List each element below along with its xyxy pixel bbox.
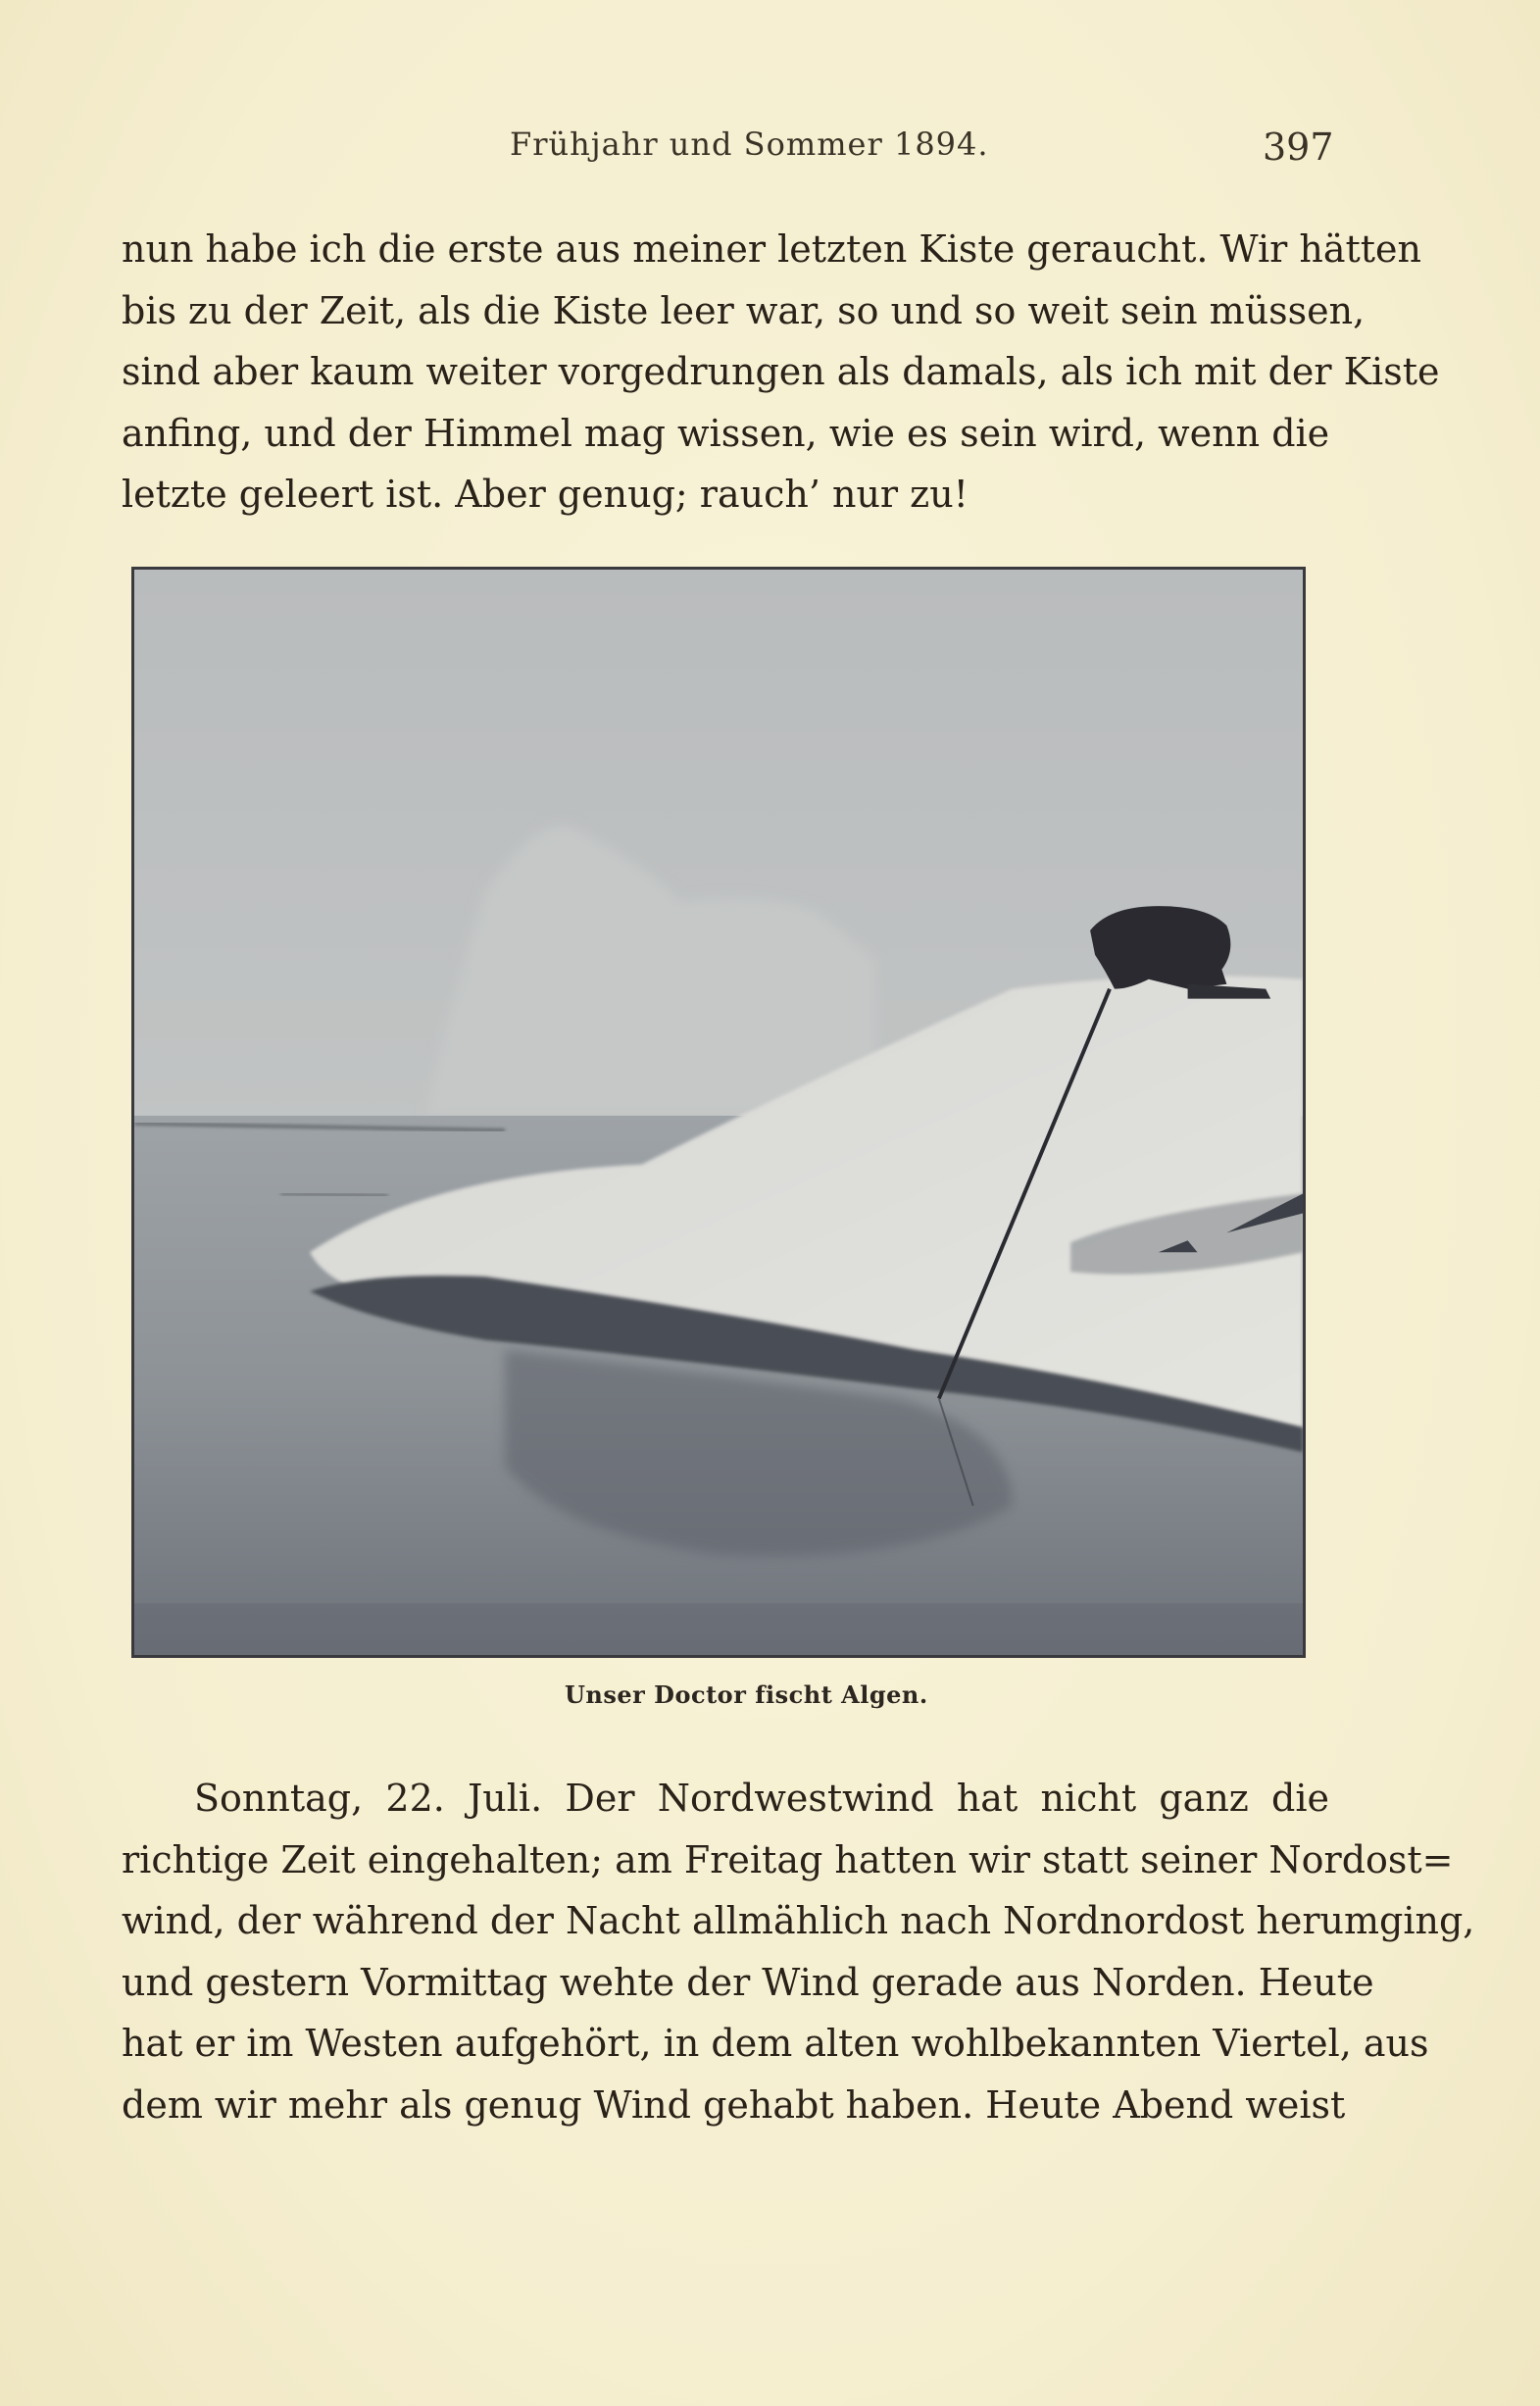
figure-caption: Unser Doctor fischt Algen. (565, 1680, 928, 1709)
text-line: bis zu der Zeit, als die Kiste leer war, so und so weit sein müssen, (122, 288, 1366, 332)
text-line: hat er im Westen aufgehört, in dem alten wohlbekannten Viertel, aus (122, 2022, 1429, 2066)
text-line: richtige Zeit eingehalten; am Freitag hatten wir statt seiner Nordost= (122, 1837, 1454, 1881)
text-line: sind aber kaum weiter vorgedrungen als damals, als ich mit der Kiste (122, 350, 1440, 394)
running-head: Frühjahr und Sommer 1894. (510, 125, 989, 163)
text-line: anfing, und der Himmel mag wissen, wie es sein wird, wenn die (122, 411, 1330, 455)
text-line: dem wir mehr als genug Wind gehabt haben. Heute Abend weist (122, 2082, 1346, 2127)
page-number: 397 (1263, 125, 1334, 169)
text-line: letzte geleert ist. Aber genug; rauch’ nur zu! (122, 473, 969, 517)
text-line: nun habe ich die erste aus meiner letzten Kiste geraucht. Wir hätten (122, 227, 1421, 271)
photo-plate (131, 567, 1306, 1658)
text-line: Sonntag, 22. Juli. Der Nordwestwind hat nicht ganz die (194, 1777, 1329, 1820)
text-line: und gestern Vormittag wehte der Wind gerade aus Norden. Heute (122, 1960, 1374, 2004)
paragraph-top (122, 219, 1440, 526)
paragraph-bottom (122, 1768, 1475, 2136)
text-line: wind, der während der Nacht allmählich nach Nordnordost herumging, (122, 1899, 1475, 1943)
ice-floe-photograph (134, 570, 1303, 1655)
